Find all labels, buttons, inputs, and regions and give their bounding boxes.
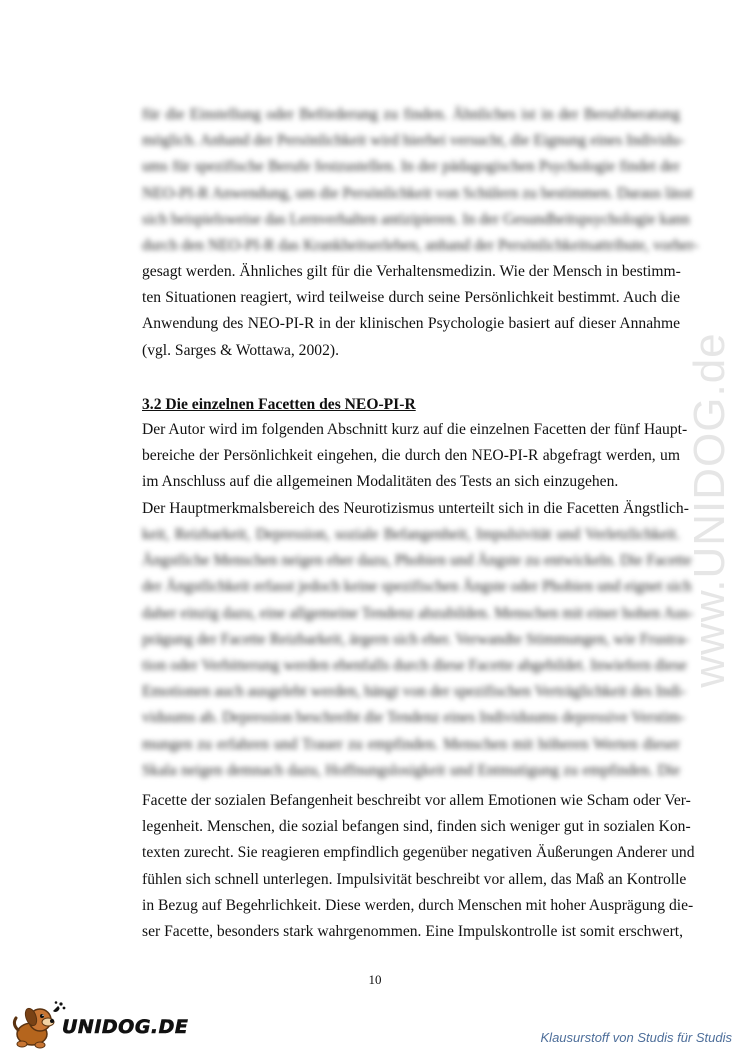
footer-tagline: Klausurstoff von Studis für Studis xyxy=(540,1030,732,1045)
text-line: für die Einstellung oder Beförderung zu finden. Ähnliches ist in der Berufsberatung xyxy=(142,106,680,123)
text-line: tion oder Verbitterung werden ebenfalls durch diese Facette abgebildet. Inwiefern diese xyxy=(142,657,687,675)
logo-text: UNIDOG.DE xyxy=(62,1016,189,1038)
text-line: legenheit. Menschen, die sozial befangen sind, finden sich weniger gut in sozialen Kon- xyxy=(142,818,691,836)
page-number: 10 xyxy=(368,972,382,987)
text-line: ums für spezifische Berufe festzustellen. In der pädagogischen Psychologie findet der xyxy=(142,158,680,176)
watermark-text: www.UNIDOG.de xyxy=(685,332,734,688)
text-line: bereiche der Persönlichkeit eingehen, die durch den NEO-PI-R abgefragt werden, um xyxy=(142,447,680,465)
text-line: Der Hauptmerkmalsbereich des Neurotizismus unterteilt sich in die Facetten Ängstlich- xyxy=(142,499,689,517)
section-heading: 3.2 Die einzelnen Facetten des NEO-PI-R xyxy=(142,396,416,413)
text-line: mungen zu erfahren und Trauer zu empfinden. Menschen mit höheren Werten dieser xyxy=(142,735,680,753)
blurred-paragraph-middle xyxy=(142,522,694,784)
text-line: gesagt werden. Ähnliches gilt für die Verhaltensmedizin. Wie der Mensch in bestimm- xyxy=(142,263,681,280)
text-line: Facette der sozialen Befangenheit beschreibt vor allem Emotionen wie Scham oder Ver- xyxy=(142,792,691,809)
text-line: möglich. Anhand der Persönlichkeit wird hierbei versucht, die Eignung eines Individu- xyxy=(142,132,685,150)
text-line: Der Autor wird im folgenden Abschnitt kurz auf die einzelnen Facetten der fünf Haupt- xyxy=(142,421,688,438)
text-line: NEO-PI-R Anwendung, um die Persönlichkeit von Schülern zu bestimmen. Daraus lässt xyxy=(142,184,693,202)
footer-logo xyxy=(10,1000,189,1050)
paragraph-social-anxiety xyxy=(142,788,695,945)
text-line: in Bezug auf Begehrlichkeit. Diese werden, durch Menschen mit hoher Ausprägung die- xyxy=(142,896,694,914)
text-line: keit, Reizbarkeit, Depression, soziale Befangenheit, Impulsivität und Verletzlichkeit. xyxy=(142,526,680,543)
text-line: daher einzig dazu, eine allgemeine Tendenz abzubilden. Menschen mit einer hohen Aus- xyxy=(142,604,694,622)
text-line: ser Facette, besonders stark wahrgenommen. Eine Impulskontrolle ist somit erschwert, xyxy=(142,923,684,941)
dog-logo-icon xyxy=(10,1000,66,1050)
text-line: durch den NEO-PI-R das Krankheitserleben, anhand der Persönlichkeitsattribute, vorher- xyxy=(142,237,699,255)
text-line: sich beispielsweise das Lernverhalten antizipieren. In der Gesundheitspsychologie kann xyxy=(142,210,690,228)
text-line: im Anschluss auf die allgemeinen Modalitäten des Tests an sich einzugehen. xyxy=(142,473,619,491)
text-line: texten zurecht. Sie reagieren empfindlich gegenüber negativen Äußerungen Anderer und xyxy=(142,844,695,862)
text-line: Ängstliche Menschen neigen eher dazu, Phobien und Ängste zu entwickeln. Die Facette xyxy=(142,552,692,570)
text-line: Skala neigen demnach dazu, Hoffnungslosigkeit und Entmutigung zu empfinden. Die xyxy=(142,761,680,779)
text-line: viduums ab. Depression beschreibt die Tendenz eines Individuums depressive Verstim- xyxy=(142,709,686,727)
paragraph-applications xyxy=(142,259,680,364)
text-line: Emotionen auch ausgelebt werden, hängt von der spezifischen Verträglichkeit des Indi- xyxy=(142,683,687,701)
text-line: der Ängstlichkeit erfasst jedoch keine spezifischen Ängste oder Phobien und eignet sich xyxy=(142,578,692,596)
text-line: ten Situationen reagiert, wird teilweise durch seine Persönlichkeit bestimmt. Auch die xyxy=(142,289,680,307)
text-line: prägung der Facette Reizbarkeit, ärgern sich eher. Verwandte Stimmungen, wie Frustra- xyxy=(142,630,690,648)
text-line: Anwendung des NEO-PI-R in der klinischen Psychologie basiert auf dieser Annahme xyxy=(142,315,680,333)
watermark xyxy=(680,280,740,740)
text-line: fühlen sich schnell unterlegen. Impulsivität beschreibt vor allem, das Maß an Kontrolle xyxy=(142,870,687,888)
text-line: (vgl. Sarges & Wottawa, 2002). xyxy=(142,341,339,359)
blurred-paragraph-top xyxy=(142,102,699,259)
paragraph-intro-facets xyxy=(142,417,689,522)
